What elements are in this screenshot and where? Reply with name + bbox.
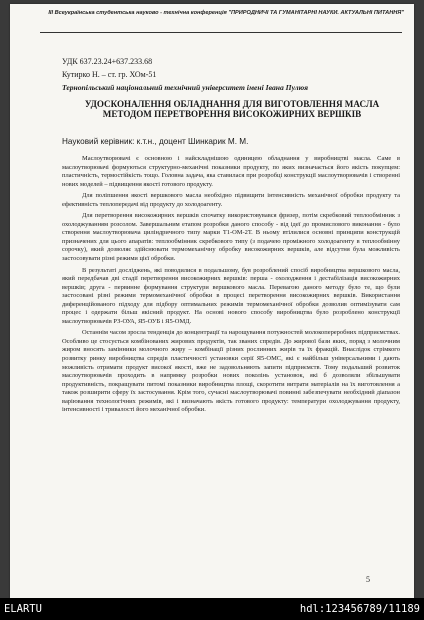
conference-header: III Всеукраїнська студентська науково - технічна конференція "ПРИРОДНИЧІ ТА ГУМАНІТАРНІ НАУКИ. АКТУАЛЬНІ ПИТАННЯ" [48, 10, 404, 16]
paragraph: Маслоутворювачі є основною і найскладнішою одиницею обладнання у виробництві масла. Саме в маслоутворювачі формуються структурно-механічні показники продукту, по яких визначається його якість покупцем: пластичність, термостійкість тощо. Головна задача, яка ставилася при розробці конструкції маслоутворювачів і створенні нових моделей – підвищення якості готового продукту. [62, 155, 400, 188]
supervisor-line: Науковий керівник: к.т.н., доцент Шинкарик М. М. [62, 137, 249, 146]
repository-name: ELARTU [4, 603, 42, 615]
article-title: УДОСКОНАЛЕННЯ ОБЛАДНАННЯ ДЛЯ ВИГОТОВЛЕННЯ МАСЛА МЕТОДОМ ПЕРЕТВОРЕННЯ ВИСОКОЖИРНИХ ВЕРШКІВ [84, 99, 380, 120]
page-number: 5 [366, 575, 370, 584]
document-page [10, 4, 414, 598]
header-rule [40, 32, 402, 33]
university-line: Тернопільський національний технічний університет імені Івана Пулюя [62, 83, 309, 92]
paragraph: Для перетворення високожирних вершків спочатку використовувався фризер, потім скребковий теплообмінник з охолоджуванням розсолом. Завершальним етапом розробки даного способу - від ідеї до промислового виконання - було створення маслоутворювача циліндричного типу марки Т1-ОМ-2Т. В ньому втілилися основні принципи конструкцій призначених для цього апаратів: теплообмінник скребкового типу (з подачею проміжного холодоагенту в теплообмінну сорочку), який дозволяє здійснювати термомеханічну обробку високожирних вершків, але відсутня була можливість застосовувати різні режими цієї обробки. [62, 212, 400, 263]
repository-footer [0, 598, 424, 620]
handle-id[interactable]: hdl:123456789/11189 [299, 603, 420, 615]
paragraph: Для поліпшення якості вершкового масла необхідно підвищити інтенсивність механічної обробки продукту та ефективність теплопередачі від продукту до холодоагенту. [62, 192, 400, 208]
article-body [62, 155, 400, 418]
paragraph: Останнім часом зросла тенденція до концентрації та нарощування потужностей молокопереробних підприємствах. Особливо це стосується комбінованих жирових продуктів, так званих спредів. До жирової бази яких, поряд з молочним жиром вносять замінники молочного жиру – комбінації різних рослинних жирів та їх фракцій. Внаслідок стрімкого розвитку ринку виробництва спредів пластичності установки серії Я5-ОМС, які є найбільш універсальними і дають можливість отримати продукт високої якості, вже не задовольняють запити підприємств. Тому подальший розвиток маслоутворювачів проходить в напрямку розробки нових поколінь установок, які б дозволяли збільшувати продуктивність, покращувати питомі показники виробництва площі, скоротити витрати матеріалів на їх виготовлення а також розширити сферу їх застосування. Крім того, сучасні маслоутворювачі повинні забезпечувати необхідний діапазон варіювання технологічних режимів, які і визначають якість готового продукту: температури охолоджування продукту, інтенсивності і тривалості його механічної обробки. [62, 329, 400, 414]
author-line: Кутирко Н. – ст. гр. ХОм-51 [62, 70, 157, 79]
udk-code: УДК 637.23.24+637.233.68 [62, 57, 153, 66]
paragraph: В результаті досліджень, які поводилися в подальшому, був розроблений спосіб виробництва вершкового масла, який передбачав дві стадії перетворення високожирних вершків: перша - охолодження і дестабілізація високожирних вершків; друга - первинне формування структури вершкового масла. Перевагою даного методу було те, що були застосовані різні режими термомеханічної обробки в процесі перетворення високожирних вершків. Використання диференційованого підходу для підбору оптимальних режимів термомеханічної обробки дозволив оптимізувати сам процес і одержати більш якісний продукт. На основі нового способу виробництва було розроблено конструкції маслоутворювачів РЗ-ОУА, Я5-ОУБ і Я5-ОМД. [62, 266, 400, 325]
